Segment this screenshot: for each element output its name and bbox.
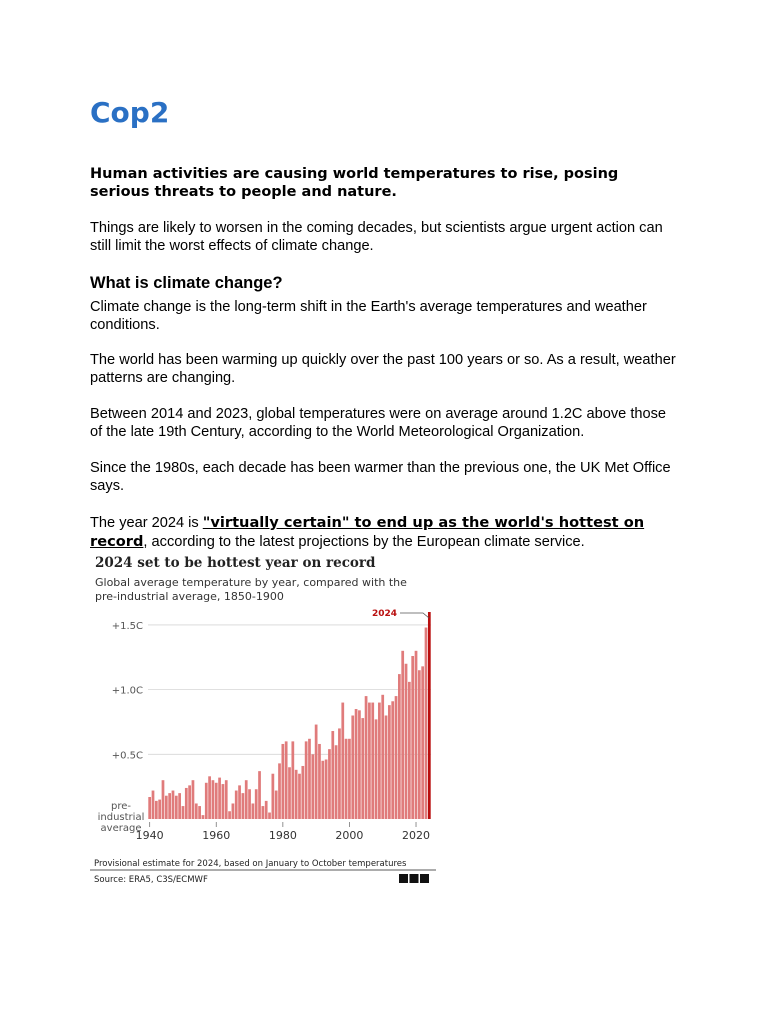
bar-1966 bbox=[235, 791, 238, 819]
bar-1962 bbox=[222, 784, 225, 819]
bar-1965 bbox=[232, 803, 235, 819]
baseline-label-line-2: industrial bbox=[97, 812, 145, 823]
bar-2009 bbox=[378, 703, 381, 819]
bar-1947 bbox=[172, 791, 175, 819]
bar-1975 bbox=[265, 801, 268, 819]
bar-1968 bbox=[242, 793, 245, 819]
bar-1956 bbox=[202, 815, 205, 819]
bar-1953 bbox=[192, 780, 195, 819]
hottest-year-link[interactable]: "virtually certain" to end up as the world's hottest on record bbox=[90, 514, 645, 550]
bar-1987 bbox=[305, 741, 308, 819]
bar-1999 bbox=[345, 739, 348, 819]
bar-1996 bbox=[335, 745, 338, 819]
bar-1964 bbox=[228, 811, 231, 819]
section-heading: What is climate change? bbox=[90, 274, 283, 292]
bar-2004 bbox=[361, 718, 364, 819]
bar-2016 bbox=[401, 651, 404, 819]
bar-1978 bbox=[275, 791, 278, 819]
bar-1985 bbox=[298, 774, 301, 819]
x-tick-label: 2000 bbox=[335, 829, 364, 842]
paragraph-3: Between 2014 and 2023, global temperatures were on average around 1.2C above those of the late 19th Century, according to the World Meteorological Organization. bbox=[90, 406, 667, 440]
page-title: Cop2 bbox=[90, 96, 170, 129]
y-tick-label: +1.0C bbox=[111, 685, 143, 697]
bar-2002 bbox=[355, 709, 358, 819]
bar-1941 bbox=[152, 791, 155, 819]
bar-1942 bbox=[155, 801, 158, 819]
bar-2013 bbox=[391, 701, 394, 819]
chart-source: Source: ERA5, C3S/ECMWF bbox=[94, 875, 208, 885]
paragraph-2: The world has been warming up quickly over the past 100 years or so. As a result, weather patterns are changing. bbox=[90, 352, 676, 386]
bar-1979 bbox=[278, 763, 281, 819]
bar-1948 bbox=[175, 796, 178, 819]
bar-1945 bbox=[165, 796, 168, 819]
paragraph-5-text-start: The year 2024 is bbox=[90, 515, 203, 531]
bar-1951 bbox=[185, 788, 188, 819]
bar-1943 bbox=[158, 800, 161, 819]
bar-1973 bbox=[258, 771, 261, 819]
bar-1990 bbox=[315, 725, 318, 819]
bar-2008 bbox=[375, 719, 378, 819]
bar-1974 bbox=[262, 806, 265, 819]
x-tick-label: 1940 bbox=[135, 829, 164, 842]
bar-1977 bbox=[271, 774, 274, 819]
bar-1993 bbox=[325, 759, 328, 819]
bar-2005 bbox=[365, 696, 368, 819]
callout-label: 2024 bbox=[372, 609, 398, 619]
bar-2011 bbox=[385, 716, 388, 820]
paragraph-1: Climate change is the long-term shift in the Earth's average temperatures and weather conditions. bbox=[90, 299, 647, 333]
chart-note: Provisional estimate for 2024, based on January to October temperatures bbox=[94, 859, 407, 869]
lead-paragraph: Human activities are causing world temperatures to rise, posing serious threats to people and nature. bbox=[90, 166, 619, 200]
bar-1983 bbox=[291, 741, 294, 819]
bar-2022 bbox=[421, 666, 424, 819]
bar-1998 bbox=[341, 703, 344, 819]
baseline-label-line-3: average bbox=[100, 823, 142, 834]
bar-1986 bbox=[301, 766, 304, 819]
bar-2007 bbox=[371, 703, 374, 819]
bar-2006 bbox=[368, 703, 371, 819]
bar-1952 bbox=[188, 785, 191, 819]
bar-1954 bbox=[195, 803, 198, 819]
temperature-chart bbox=[90, 554, 438, 886]
bar-2024 bbox=[428, 612, 431, 819]
x-tick-label: 2020 bbox=[402, 829, 431, 842]
bar-1957 bbox=[205, 783, 208, 819]
bar-2000 bbox=[348, 739, 351, 819]
bar-1949 bbox=[178, 793, 181, 819]
bar-1950 bbox=[182, 806, 185, 819]
bar-2015 bbox=[398, 674, 401, 819]
bar-1995 bbox=[331, 731, 334, 819]
bar-2014 bbox=[395, 696, 398, 819]
bar-1963 bbox=[225, 780, 228, 819]
bar-1989 bbox=[311, 754, 314, 819]
bar-1946 bbox=[168, 793, 171, 819]
bar-2018 bbox=[408, 682, 411, 819]
bar-2019 bbox=[411, 656, 414, 819]
intro-paragraph: Things are likely to worsen in the coming decades, but scientists argue urgent action can still limit the worst effects of climate change. bbox=[90, 220, 663, 254]
y-tick-label: +1.5C bbox=[111, 620, 143, 632]
x-tick-label: 1960 bbox=[202, 829, 231, 842]
chart-svg bbox=[90, 554, 438, 886]
chart-subtitle-line-2: pre-industrial average, 1850-1900 bbox=[95, 590, 284, 603]
bar-1980 bbox=[281, 744, 284, 819]
bar-1967 bbox=[238, 785, 241, 819]
bar-2017 bbox=[405, 664, 408, 819]
bar-2003 bbox=[358, 710, 361, 819]
bar-1997 bbox=[338, 728, 341, 819]
bar-1958 bbox=[208, 776, 211, 819]
paragraph-4: Since the 1980s, each decade has been warmer than the previous one, the UK Met Office says. bbox=[90, 460, 671, 494]
bar-1988 bbox=[308, 739, 311, 819]
bar-1981 bbox=[285, 741, 288, 819]
x-tick-label: 1980 bbox=[268, 829, 297, 842]
bar-1969 bbox=[245, 780, 248, 819]
bar-2010 bbox=[381, 695, 384, 819]
bar-1940 bbox=[148, 797, 151, 819]
bar-1955 bbox=[198, 806, 201, 819]
bar-1982 bbox=[288, 767, 291, 819]
bar-1971 bbox=[252, 803, 255, 819]
bar-2012 bbox=[388, 705, 391, 819]
bar-1994 bbox=[328, 749, 331, 819]
bar-1970 bbox=[248, 789, 251, 819]
bar-1961 bbox=[218, 778, 221, 819]
bar-1991 bbox=[318, 744, 321, 819]
chart-title: 2024 set to be hottest year on record bbox=[95, 555, 376, 571]
paragraph-5-text-end: , according to the latest projections by the European climate service. bbox=[143, 533, 585, 550]
chart-subtitle-line-1: Global average temperature by year, compared with the bbox=[95, 576, 407, 589]
bar-2021 bbox=[418, 670, 421, 819]
bar-2020 bbox=[415, 651, 418, 819]
bar-1959 bbox=[212, 780, 215, 819]
paragraph-5 bbox=[90, 514, 680, 551]
bar-2023 bbox=[425, 628, 428, 819]
bar-1944 bbox=[162, 780, 165, 819]
bar-1972 bbox=[255, 789, 258, 819]
bar-1960 bbox=[215, 783, 218, 819]
baseline-label-line-1: pre- bbox=[111, 801, 131, 812]
bar-1976 bbox=[268, 813, 271, 819]
bar-2001 bbox=[351, 716, 354, 820]
bar-1992 bbox=[321, 761, 324, 819]
bbc-logo bbox=[399, 874, 429, 883]
bar-1984 bbox=[295, 770, 298, 819]
y-tick-label: +0.5C bbox=[111, 750, 143, 762]
